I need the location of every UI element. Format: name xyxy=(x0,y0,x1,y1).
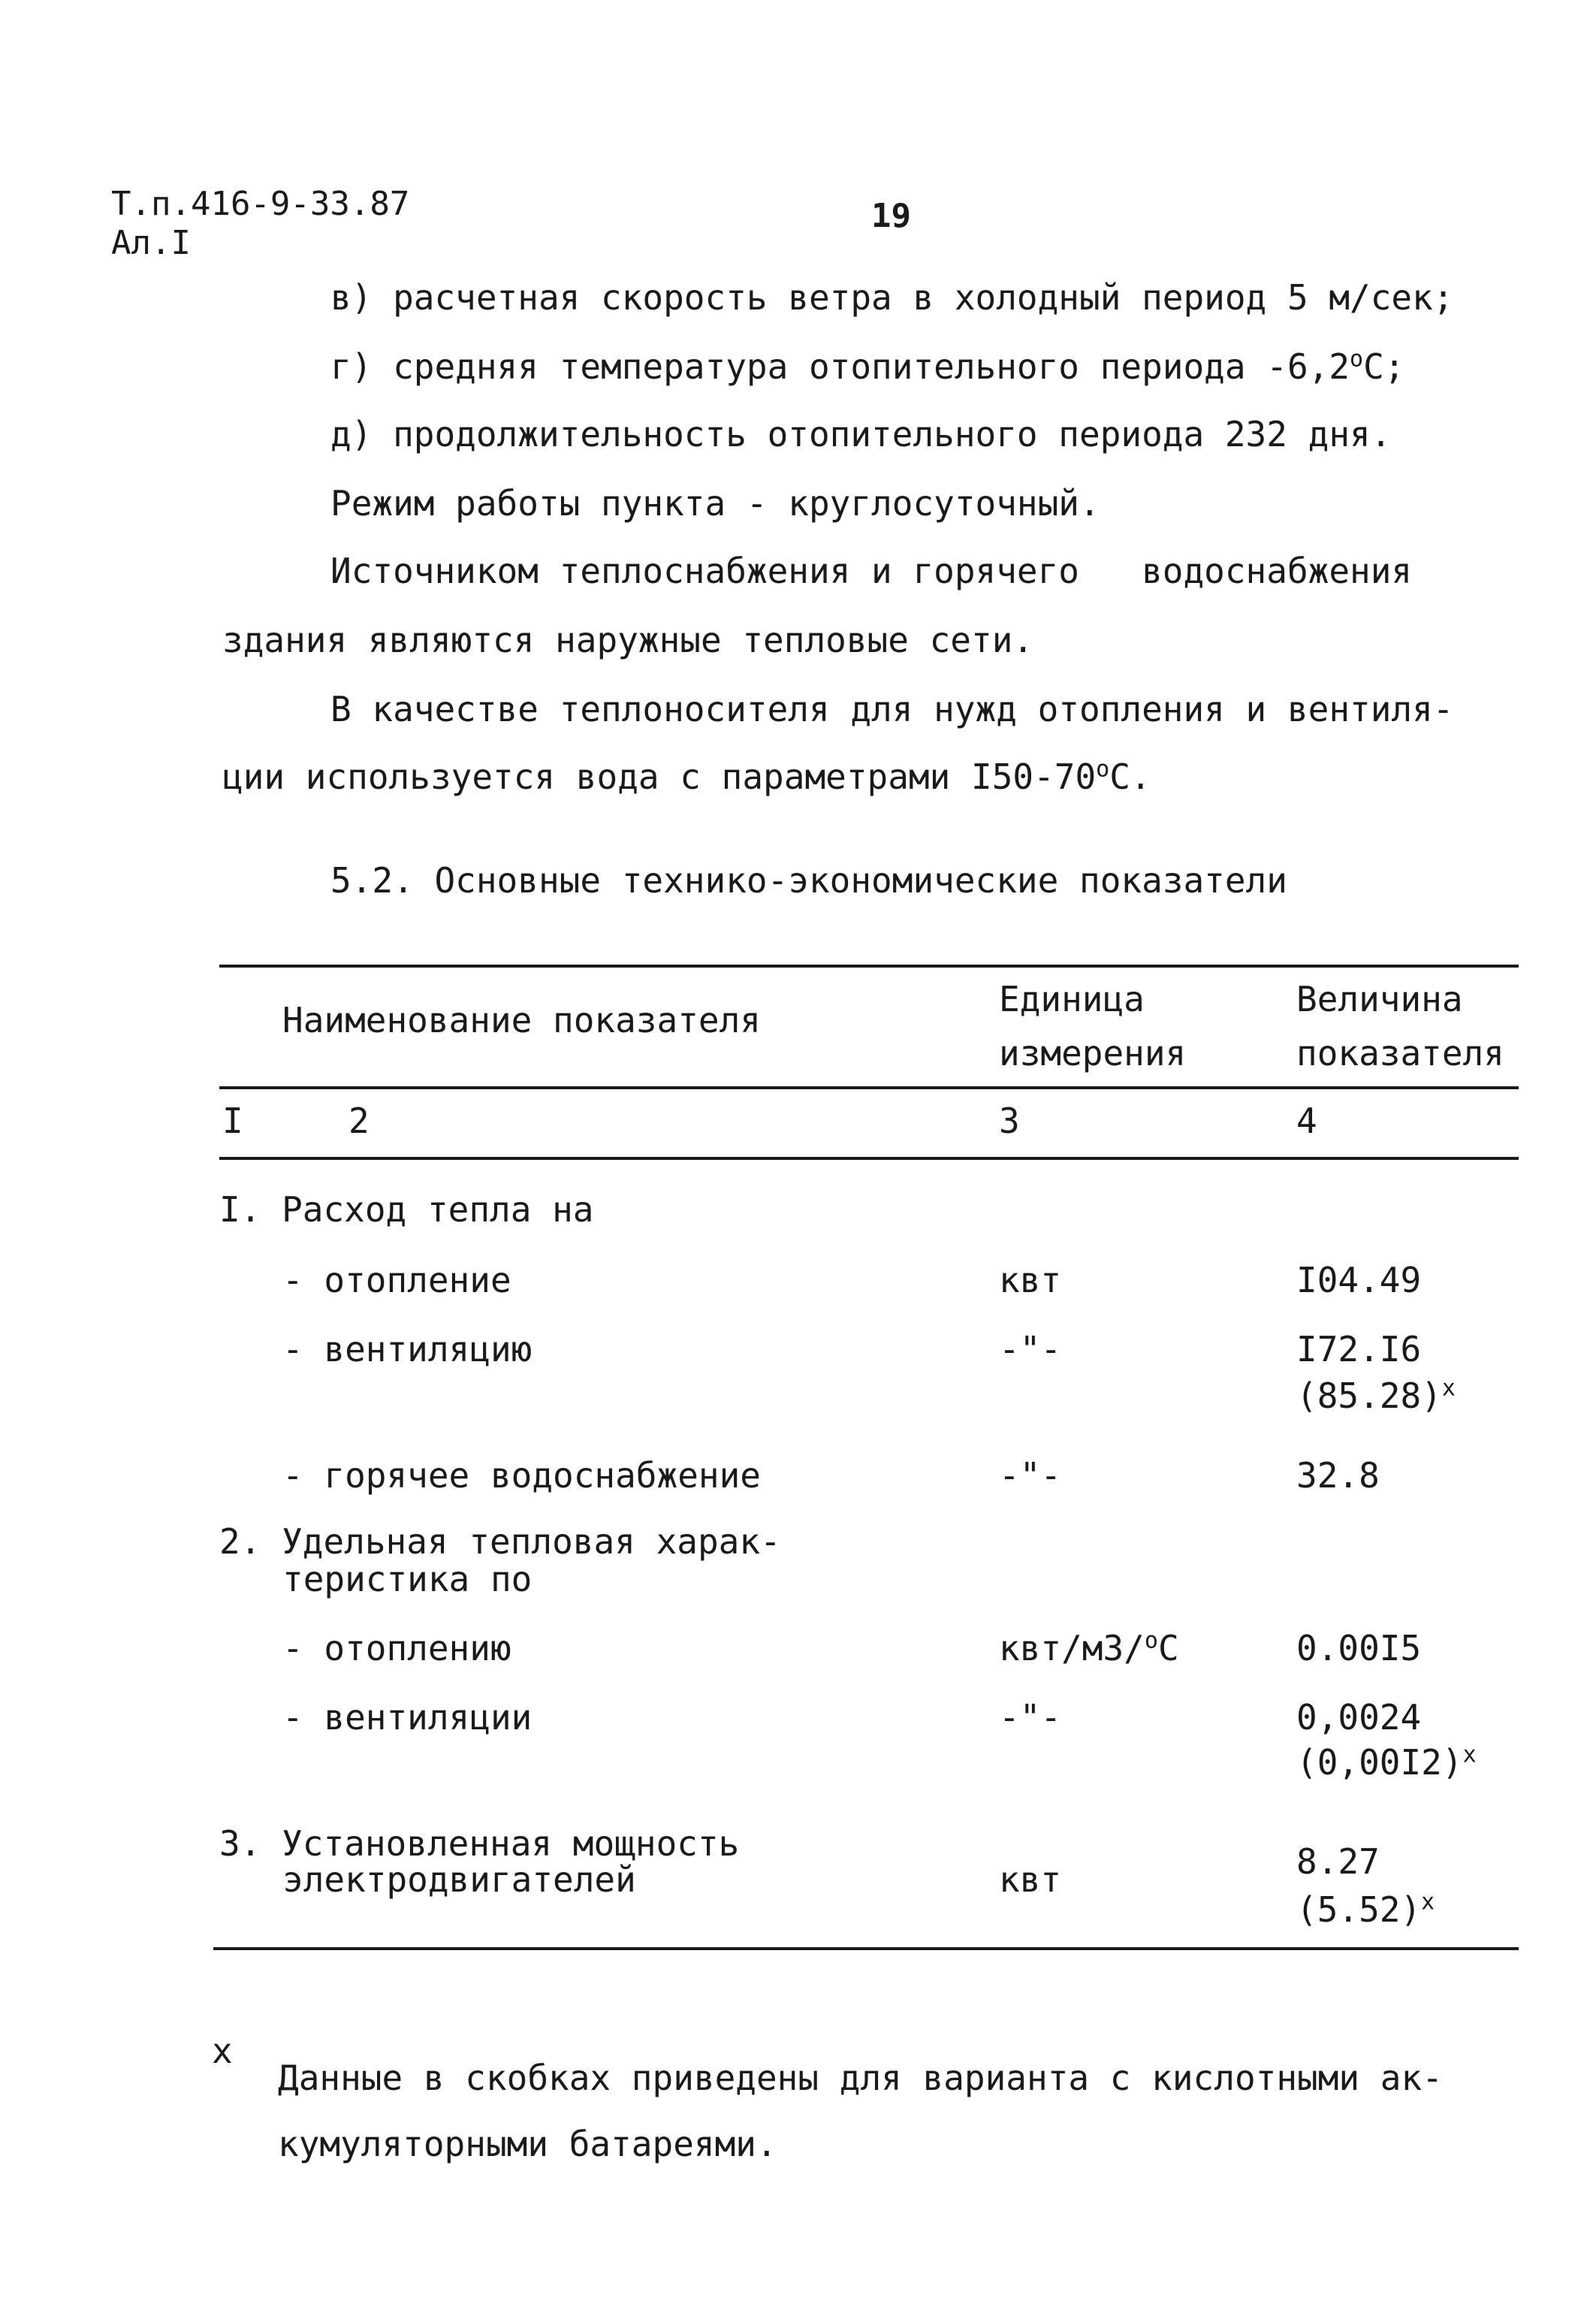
row-installed-power-label-line1: 3. Установленная мощность xyxy=(219,1823,740,1864)
climate-temp-prefix: г) средняя температура отопительного периода -6,2 xyxy=(330,346,1350,387)
row-ventilation-value: I72.I6 xyxy=(1296,1329,1422,1369)
row-installed-power-label-line2: электродвигателей xyxy=(282,1859,636,1900)
climate-wind-item: в) расчетная скорость ветра в холодный период 5 м/сек; xyxy=(330,277,1454,318)
row-hot-water-label: - горячее водоснабжение xyxy=(282,1455,761,1496)
table-header-rule xyxy=(219,1086,1519,1089)
footnote-mark: х xyxy=(212,2031,233,2071)
row-specific-heat-label-line2: теристика по xyxy=(282,1559,533,1599)
row-heating-specific-unit xyxy=(999,1629,1179,1668)
carrier-line2-suffix: С. xyxy=(1109,756,1151,797)
page-number: 19 xyxy=(871,197,911,235)
footnote-line2: кумуляторными батареями. xyxy=(278,2124,777,2164)
row-ventilation-unit: -"- xyxy=(999,1329,1062,1369)
header-unit-line2: измерения xyxy=(999,1033,1187,1073)
header-value-line2: показателя xyxy=(1296,1033,1504,1073)
row-specific-heat-label-line1: 2. Удельная тепловая харак- xyxy=(219,1521,781,1562)
row-hot-water-unit: -"- xyxy=(999,1455,1062,1496)
header-value-line1: Величина xyxy=(1296,979,1463,1019)
carrier-paragraph-line1: В качестве теплоносителя для нужд отопления и вентиля- xyxy=(330,689,1454,729)
album-label: Ал.I xyxy=(111,224,191,262)
header-unit-line1: Единица xyxy=(999,979,1145,1019)
source-paragraph-line1: Источником теплоснабжения и горячего водоснабжения xyxy=(330,551,1413,591)
footnote-line1: Данные в скобках приведены для варианта с кислотными ак- xyxy=(278,2058,1443,2098)
row-heating-specific-label: - отоплению xyxy=(282,1628,511,1668)
col-number-1: I xyxy=(222,1101,243,1141)
table-bottom-rule xyxy=(213,1947,1519,1950)
mode-paragraph: Режим работы пункта - круглосуточный. xyxy=(330,483,1100,524)
row-ventilation-label: - вентиляцию xyxy=(282,1329,533,1369)
climate-temp-suffix: С; xyxy=(1363,346,1405,387)
climate-temp-item xyxy=(330,346,1404,388)
row-heating-specific-value: 0.00I5 xyxy=(1296,1628,1422,1668)
alt-value: (0,00I2) xyxy=(1296,1742,1463,1783)
footnote-mark: х xyxy=(1441,1375,1456,1402)
alt-value: (85.28) xyxy=(1296,1375,1442,1416)
row-ventilation-specific-alt xyxy=(1296,1743,1477,1782)
header-name: Наименование показателя xyxy=(282,1000,761,1040)
alt-value: (5.52) xyxy=(1296,1889,1422,1930)
row-ventilation-specific-label: - вентиляции xyxy=(282,1697,533,1738)
degree-mark: о xyxy=(1350,346,1364,373)
col-number-2: 2 xyxy=(348,1101,370,1141)
row-heating-unit: квт xyxy=(999,1260,1062,1300)
row-heating-label: - отопление xyxy=(282,1260,511,1300)
footnote-mark: х xyxy=(1421,1889,1435,1916)
source-paragraph-line2: здания являются наружные тепловые сети. xyxy=(222,620,1034,660)
row-ventilation-specific-value: 0,0024 xyxy=(1296,1697,1422,1738)
climate-duration-item: д) продолжительность отопительного периода 232 дня. xyxy=(330,414,1392,454)
row-heat-consumption-label: I. Расход тепла на xyxy=(219,1189,594,1230)
col-number-4: 4 xyxy=(1296,1101,1317,1141)
row-ventilation-alt xyxy=(1296,1376,1456,1415)
row-installed-power-unit: квт xyxy=(999,1859,1062,1900)
section-title: 5.2. Основные технико-экономические показатели xyxy=(330,860,1287,901)
col-number-3: 3 xyxy=(999,1101,1020,1141)
document-code: Т.п.416-9-33.87 xyxy=(111,185,410,223)
footnote-mark: х xyxy=(1462,1741,1477,1768)
row-installed-power-value: 8.27 xyxy=(1296,1841,1380,1882)
unit-prefix: квт/м3/ xyxy=(999,1628,1145,1668)
carrier-line2-prefix: ции используется вода с параметрами I50-70 xyxy=(222,756,1097,797)
row-installed-power-alt xyxy=(1296,1890,1435,1929)
table-top-rule xyxy=(219,965,1519,968)
table-numbers-rule xyxy=(219,1157,1519,1160)
carrier-paragraph-line2 xyxy=(222,756,1151,798)
degree-mark: о xyxy=(1096,756,1110,783)
row-ventilation-specific-unit: -"- xyxy=(999,1697,1062,1738)
row-hot-water-value: 32.8 xyxy=(1296,1455,1380,1496)
row-heating-value: I04.49 xyxy=(1296,1260,1422,1300)
unit-suffix: С xyxy=(1157,1628,1179,1668)
degree-mark: о xyxy=(1144,1627,1158,1654)
